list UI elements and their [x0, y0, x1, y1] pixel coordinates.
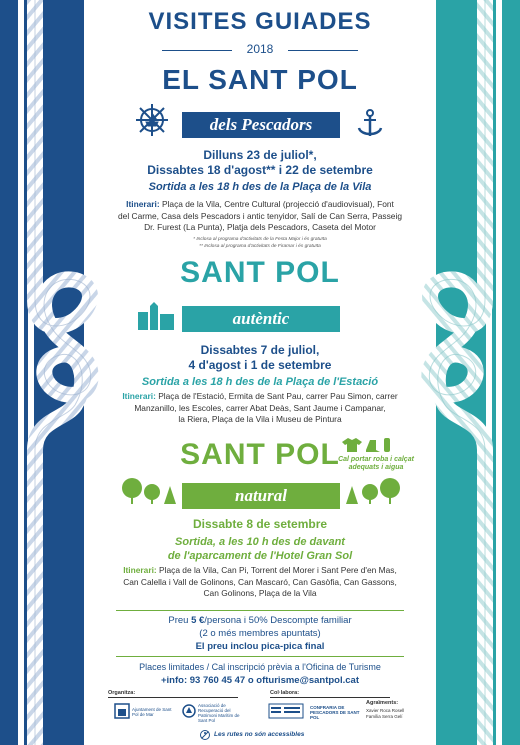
itinerary-text: Manzanillo, les Escoles, carrer Abat Deàs, Sant Jaume i Campanar,	[134, 402, 386, 413]
divider	[108, 697, 238, 698]
organitza-label: Organitza:	[108, 690, 136, 696]
no-accessibility-icon	[200, 730, 210, 740]
left-rope-knot-icon	[0, 0, 102, 745]
price-line3: El preu inclou pica-pica final	[195, 641, 325, 652]
tour3-itinerary	[102, 565, 418, 600]
logo-ajuntament: Ajuntament de Sant Pol de Mar	[132, 707, 172, 717]
tour2-departure: Sortida a les 18 h des de la Plaça de l'Estació	[141, 376, 379, 388]
tour1-banner: dels Pescadors	[182, 112, 340, 138]
price-amount: 5 €	[191, 615, 205, 626]
tour3-title: SANT POL	[180, 438, 340, 471]
tour2-itinerary	[102, 391, 418, 426]
itinerary-text: del Carme, Casa dels Pescadors i antic tenyidor, Salí de Can Serra, Passeig	[118, 210, 402, 221]
itinerary-label: Itinerari:	[123, 565, 157, 575]
trees-right-icon	[342, 476, 402, 506]
tour1-title: EL SANT POL	[162, 64, 358, 95]
clothing-note-line: Cal portar roba i calçat	[338, 456, 414, 463]
itinerary-text: la Riera, Plaça de la Vila i Museu de Pintura	[178, 414, 342, 424]
itinerary-text: Dr. Furest (La Punta), Platja dels Pescadors, Caseta del Motor	[144, 222, 376, 232]
itinerary-text: Can Golinons, Plaça de la Vila	[203, 588, 317, 598]
clothing-icon	[340, 436, 396, 454]
price-suffix: /persona i 50% Descompte familiar	[204, 615, 352, 626]
tour1-dates-line1: Dilluns 23 de juliol*,	[203, 148, 317, 162]
tour3-departure-line2: de l'aparcament de l'Hotel Gran Sol	[167, 550, 353, 562]
ship-wheel-icon	[132, 100, 172, 140]
tour1-note: ** Inclosa al programa d'activitats de Firamar i és gratuïta	[199, 244, 321, 249]
itinerary-text: Plaça de la Vila, Can Pi, Torrent del Morer i Sant Pere d'en Mas,	[159, 565, 397, 575]
logo-confraria: CONFRARIA DE PESCADORS DE SANT POL	[310, 705, 360, 720]
accessibility-note: Les rutes no són accessibles	[214, 731, 305, 738]
buildings-icon	[136, 302, 176, 330]
tour3-date: Dissabte 8 de setembre	[192, 517, 328, 531]
agraiments-label: Agraïments:	[366, 700, 399, 706]
town-hall-logo-icon	[114, 703, 130, 719]
logo-association: Associació de Recuperació del Patrimoni Marítim de Sant Pol	[198, 703, 240, 723]
tour2-title: SANT POL	[180, 256, 340, 289]
tour1-note: * Inclosa al programa d'activitats de la Festa Major i és gratuïta	[193, 237, 327, 242]
divider	[270, 697, 390, 698]
divider	[116, 656, 404, 657]
info-line2: +info: 93 760 45 47 o ofturisme@santpol.cat	[160, 675, 359, 686]
price-prefix: Preu	[168, 615, 192, 626]
info-line1: Places limitades / Cal inscripció prèvia a l'Oficina de Turisme	[139, 662, 381, 672]
itinerary-label: Itinerari:	[126, 199, 160, 209]
itinerary-text: Can Calella i Vall de Golinons, Can Mascaró, Can Gasòfia, Can Gassons,	[123, 576, 397, 587]
poster-content	[102, 0, 418, 745]
school-logo-icon	[268, 703, 304, 719]
price-line2: (2 o més membres apuntats)	[199, 628, 321, 639]
itinerary-text: Plaça de l'Estació, Ermita de Sant Pau, carrer Pau Simon, carrer	[158, 391, 398, 401]
tour2-banner: autèntic	[182, 306, 340, 332]
agraiments-name: Xavier Roca Rosell	[366, 708, 405, 713]
clothing-note-line: adequats i aigua	[348, 464, 404, 471]
itinerary-text: Plaça de la Vila, Centre Cultural (projecció d'audiovisual), Font	[161, 199, 394, 209]
right-rope-knot-icon	[418, 0, 520, 745]
association-logo-icon	[182, 703, 196, 719]
tour3-banner: natural	[182, 483, 340, 509]
tour1-dates-line2: Dissabtes 18 d'agost** i 22 de setembre	[147, 163, 373, 177]
agraiments-name: Família Serra Gelí	[366, 714, 403, 719]
tour2-dates-line1: Dissabtes 7 de juliol,	[200, 343, 320, 357]
tour1-itinerary	[102, 199, 418, 234]
poster-year: 2018	[246, 42, 274, 56]
anchor-icon	[356, 108, 384, 140]
tour3-clothing-note	[334, 456, 418, 472]
collabora-label: Col·labora:	[270, 690, 300, 696]
tour2-dates-line2: 4 d'agost i 1 de setembre	[188, 358, 332, 372]
poster-title: VISITES GUIADES	[148, 8, 372, 35]
price-line1	[102, 615, 418, 627]
divider	[116, 610, 404, 611]
trees-left-icon	[120, 476, 180, 506]
itinerary-label: Itinerari:	[122, 391, 156, 401]
tour3-departure-line1: Sortida, a les 10 h des de davant	[175, 536, 345, 548]
tour1-departure: Sortida a les 18 h des de la Plaça de la Vila	[148, 181, 372, 193]
